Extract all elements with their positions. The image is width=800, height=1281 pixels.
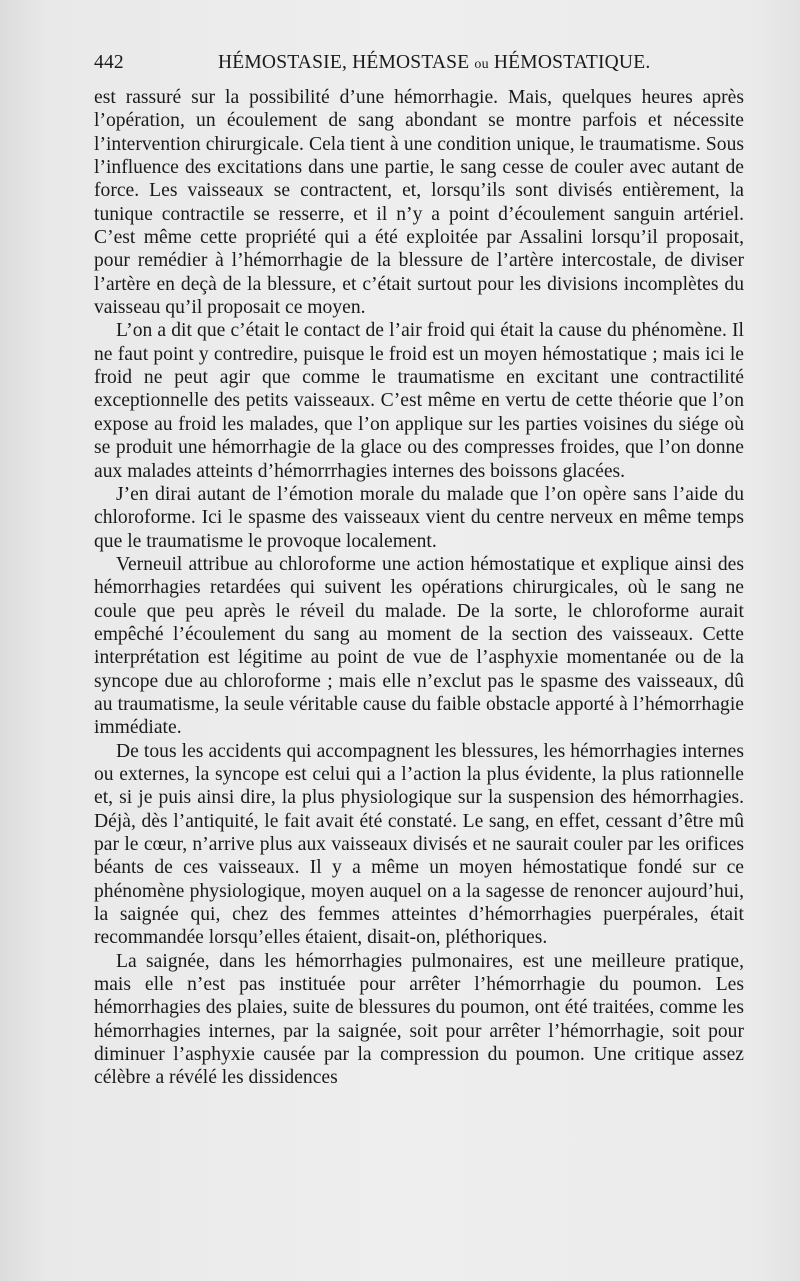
paragraph-2: L’on a dit que c’était le contact de l’air froid qui était la cause du phénomène. Il ne faut point y contredire, puisque le froid est un moyen hémostatique ; mais ici le froid ne peut agir que comme le traumatisme en excitant une contractilité exceptionnelle des petits vaisseaux. C’est même en vertu de cette théorie que l’on expose au froid les malades, que l’on applique sur les parties voisines du siége où se produit une hémorrhagie de la glace ou des compresses froides, que l’on donne aux malades atteints d’hémorrrhagies internes des boissons glacées. xyxy=(94,320,744,482)
paragraph-1: est rassuré sur la possibilité d’une hémorrhagie. Mais, quelques heures après l’opération, un écoulement de sang abondant se montre parfois et nécessite l’intervention chirurgicale. Cela tient à une condition unique, le traumatisme. Sous l’influence des excitations dans une partie, le sang cesse de couler avec autant de force. Les vaisseaux se contractent, et, lorsqu’ils sont divisés entièrement, la tunique contractile se resserre, et il n’y a point d’écoulement sanguin artériel. C’est même cette propriété qui a été exploitée par Assalini lorsqu’il proposait, pour remédier à l’hémorrhagie de la blessure de l’artère intercostale, de diviser l’artère en deçà de la blessure, et c’était surtout pour les divisions incomplètes du vaisseau qu’il proposait ce moyen. xyxy=(94,87,744,319)
running-title-part1: HÉMOSTASIE, HÉMOSTASE xyxy=(218,52,475,73)
paragraph-4: Verneuil attribue au chloroforme une action hémostatique et explique ainsi des hémorrhagies retardées qui suivent les opérations chirurgicales, où le sang ne coule que peu après le réveil du malade. De la sorte, le chloroforme aurait empêché l’écoulement du sang au moment de la section des vaisseaux. Cette interprétation est légitime au point de vue de l’asphyxie momentanée ou de la syncope due au chloroforme ; mais elle n’exclut pas le spasme des vaisseaux, dû au traumatisme, la seule véritable cause du faible obstacle apporté à l’hémorrhagie immédiate. xyxy=(94,553,744,739)
running-title xyxy=(204,52,744,74)
paragraph-5: De tous les accidents qui accompagnent les blessures, les hémorrhagies internes ou externes, la syncope est celui qui a l’action la plus évidente, la plus rationnelle et, si je puis ainsi dire, la plus physiologique sur la suspension des hémorrhagies. Déjà, dès l’antiquité, le fait avait été constaté. Le sang, en effet, cessant d’être mû par le cœur, n’arrive plus aux vaisseaux divisés et ne saurait couler par les orifices béants de ces vaisseaux. Il y a même un moyen hémostatique fondé sur ce phénomène physiologique, moyen auquel on a la sagesse de renoncer aujourd’hui, la saignée qui, chez des femmes atteintes d’hémorrhagies puerpérales, était recommandée lorsqu’elles étaient, disait-on, pléthoriques. xyxy=(94,740,744,949)
running-header xyxy=(94,52,744,86)
running-title-part2: HÉMOSTATIQUE. xyxy=(488,52,651,73)
paragraph-6: La saignée, dans les hémorrhagies pulmonaires, est une meilleure pratique, mais elle n’est pas instituée pour arrêter l’hémorrhagie du poumon. Les hémorrhagies des plaies, suite de blessures du poumon, ont été traitées, comme les hémorrhagies internes, par la saignée, soit pour arrêter l’hémorrhagie, soit pour diminuer l’asphyxie causée par la compression du poumon. Une critique assez célèbre a révélé les dissidences xyxy=(94,950,744,1089)
paragraph-3: J’en dirai autant de l’émotion morale du malade que l’on opère sans l’aide du chloroforme. Ici le spasme des vaisseaux vient du centre nerveux en même temps que le traumatisme le provoque localement. xyxy=(94,483,744,552)
running-title-conjunction: ou xyxy=(474,57,489,72)
body-text xyxy=(94,86,744,1090)
page-number: 442 xyxy=(94,52,124,73)
